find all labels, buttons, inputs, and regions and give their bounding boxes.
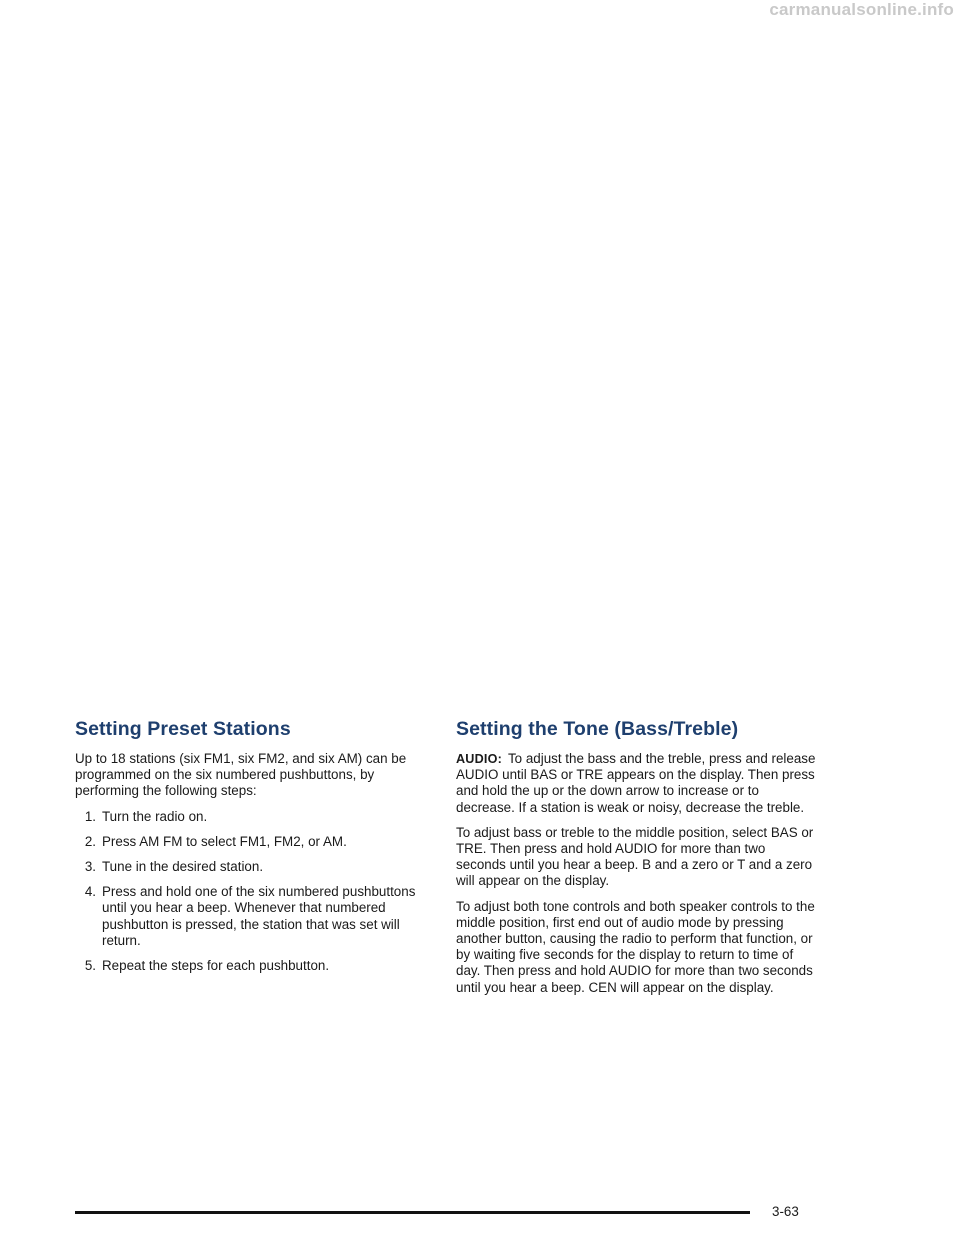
- step-number: 5.: [84, 958, 96, 974]
- step-number: 3.: [84, 859, 96, 875]
- steps-list: [75, 809, 437, 975]
- step-number: 4.: [84, 884, 96, 900]
- watermark-text: carmanualsonline.info: [769, 0, 954, 19]
- step-number: 2.: [84, 833, 96, 849]
- step-text: Press and hold one of the six numbered pushbuttons until you hear a beep. Whenever that numbered pushbutton is pressed, the station that was set will return.: [102, 884, 416, 948]
- audio-label: AUDIO:: [456, 752, 502, 766]
- section-heading-preset-stations: Setting Preset Stations: [75, 718, 291, 740]
- middle-position-paragraph: To adjust bass or treble to the middle position, select BAS or TRE. Then press and hold AUDIO for more than two seconds until you hear a beep. B and a zero or T and a zero will appear on the display.: [456, 824, 814, 889]
- right-column: [456, 717, 818, 1005]
- step-text: Tune in the desired station.: [102, 859, 264, 875]
- step-text: Turn the radio on.: [102, 808, 208, 824]
- page-number: 3-63: [772, 1204, 799, 1219]
- step-item: [75, 809, 437, 825]
- step-item: [75, 958, 437, 974]
- step-item: [75, 834, 437, 850]
- step-item: [75, 859, 437, 875]
- watermark: [746, 1222, 960, 1242]
- both-controls-paragraph: To adjust both tone controls and both speaker controls to the middle position, first end out of audio mode by pressing another button, causing the radio to perform that function, or by waiting five seconds for the display to return to time of day. Then press and hold AUDIO for more than two seconds until you hear a beep. CEN will appear on the display.: [456, 898, 815, 995]
- step-item: [75, 884, 437, 949]
- audio-text: To adjust the bass and the treble, press and release AUDIO until BAS or TRE appears on the display. Then press and hold the up or the down arrow to increase or to decrease. If a station is weak or noisy, decrease the treble.: [456, 751, 816, 815]
- step-text: Press AM FM to select FM1, FM2, or AM.: [102, 833, 347, 849]
- footer-rule: [75, 1211, 750, 1214]
- step-number: 1.: [84, 808, 96, 824]
- step-text: Repeat the steps for each pushbutton.: [102, 958, 330, 974]
- section-heading-tone: Setting the Tone (Bass/Treble): [456, 718, 739, 740]
- intro-paragraph: Up to 18 stations (six FM1, six FM2, and six AM) can be programmed on the six numbered pushbuttons, by performing the following steps:: [75, 751, 407, 799]
- audio-paragraph: [456, 751, 818, 816]
- left-column: [75, 717, 437, 983]
